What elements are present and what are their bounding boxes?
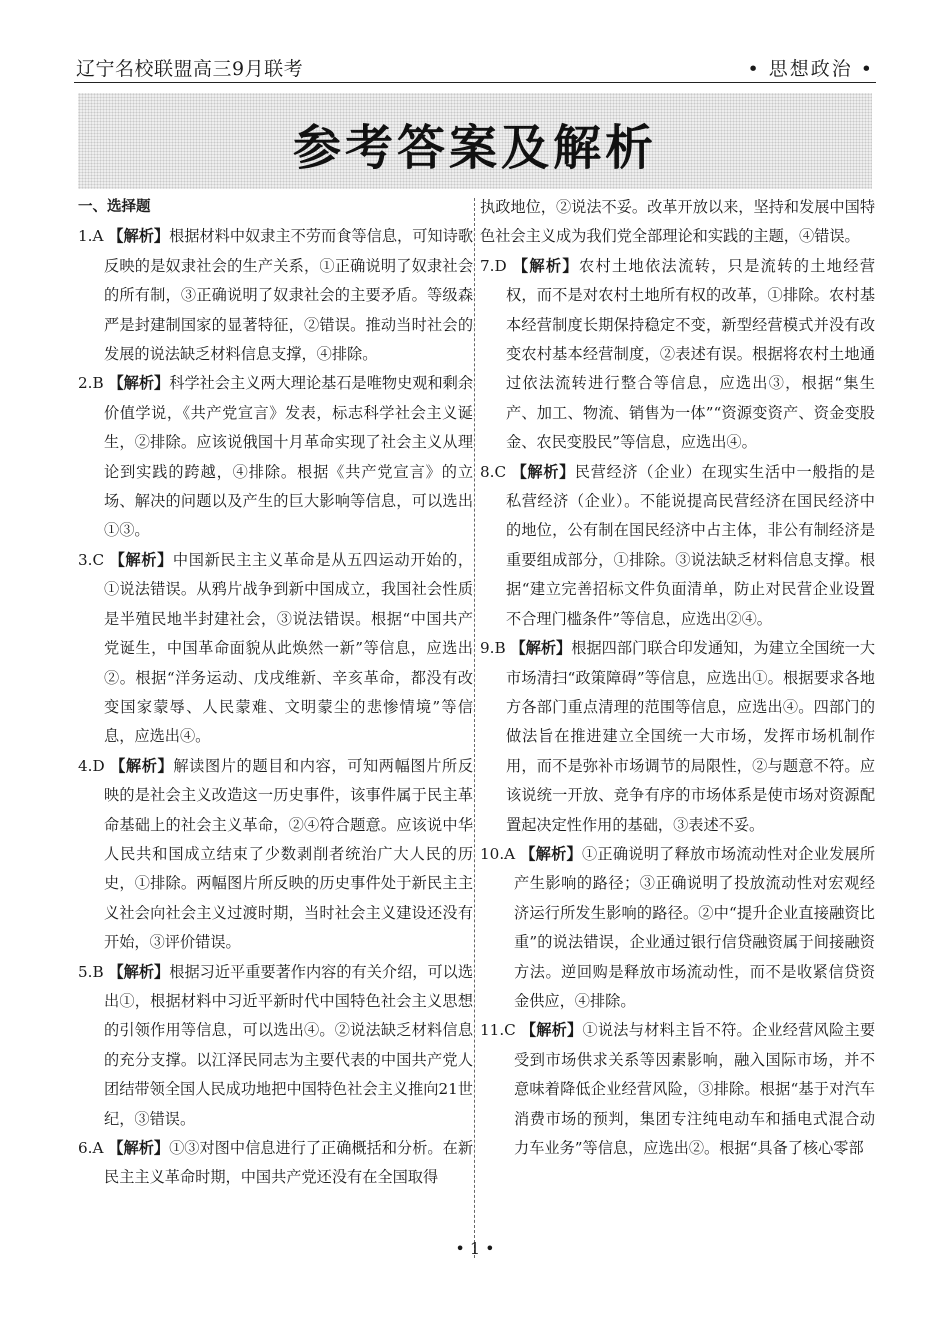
page-header <box>74 50 876 83</box>
answer-number: 1.A <box>78 227 109 246</box>
answer-number: 7.D <box>480 256 513 275</box>
analysis-text: ①说法与材料主旨不符。企业经营风险主要受到市场供求关系等因素影响，融入国际市场，并不意味着降低企业经营风险，③排除。根据“基于对汽车消费市场的预判，集团专注纯电动车和插电式混合动力车业务”等信息，应选出②。根据“具备了核心零部 <box>514 1021 876 1157</box>
analysis-tag: 【解析】 <box>520 844 582 863</box>
analysis-text: 根据材料中奴隶主不劳而食等信息，可知诗歌反映的是奴隶社会的生产关系，①正确说明了奴隶社会的所有制，③正确说明了奴隶社会的主要矛盾。等级森严是封建制国家的显著特征，②错误。推动当时社会的发展的说法缺乏材料信息支撑，④排除。 <box>104 227 474 364</box>
left-items <box>78 222 473 1192</box>
analysis-tag: 【解析】 <box>108 374 170 393</box>
analysis-text: 中国新民主主义革命是从五四运动开始的，①说法错误。从鸦片战争到新中国成立，我国社会性质是半殖民地半封建社会，③说法错误。根据“中国共产党诞生，中国革命面貌从此焕然一新”等信息，应选出②。根据“洋务运动、戊戌维新、辛亥革命，都没有改变国家蒙辱、人民蒙难、文明蒙尘的悲惨情境”等信息，应选出④。 <box>104 550 473 746</box>
analysis-text: 根据习近平重要著作内容的有关介绍，可以选出①，根据材料中习近平新时代中国特色社会主义思想的引领作用等信息，可以选出④。②说法缺乏材料信息的充分支撑。以江泽民同志为主要代表的中国共产党人团结带领全国人民成功地把中国特色社会主义推向21世纪，③错误。 <box>104 962 474 1128</box>
analysis-tag: 【解析】 <box>108 227 170 246</box>
analysis-tag: 【解析】 <box>520 1021 583 1040</box>
answer-number: 4.D <box>78 756 111 775</box>
analysis-tag: 【解析】 <box>108 962 170 981</box>
answer-item <box>480 1016 875 1163</box>
answer-item <box>78 369 473 545</box>
analysis-tag: 【解析】 <box>512 256 579 275</box>
continued-text: 执政地位，②说法不妥。改革开放以来，坚持和发展中国特色社会主义成为我们党全部理论和实践的主题，④错误。 <box>480 198 875 246</box>
answer-item <box>78 1134 473 1193</box>
answer-number: 10.A <box>480 844 521 863</box>
answer-number: 2.B <box>78 374 109 393</box>
analysis-tag: 【解析】 <box>110 756 174 775</box>
left-column <box>78 193 473 1193</box>
section-title: 一、选择题 <box>78 199 151 215</box>
right-items <box>480 252 875 1164</box>
answer-item <box>78 752 473 958</box>
analysis-text: 根据四部门联合印发通知，为建立全国统一大市场清扫“政策障碍”等信息，应选出①。根据要求各地方各部门重点清理的范围等信息，应选出④。四部门的做法旨在推进建立全国统一大市场，发挥市场机制作用，而不是弥补市场调节的局限性，②与题意不符。应该说统一开放、竞争有序的市场体系是使市场对资源配置起决定性作用的基础，③表述不妥。 <box>506 639 876 834</box>
answer-item <box>78 546 473 752</box>
answer-number: 8.C <box>480 462 512 481</box>
analysis-text: 解读图片的题目和内容，可知两幅图片所反映的是社会主义改造这一历史事件，该事件属于民主革命基础上的社会主义革命，②④符合题意。应该说中华人民共和国成立结束了少数剥削者统治广大人民的历史，①排除。两幅图片所反映的历史事件处于新民主主义社会向社会主义过渡时期，当时社会主义建设还没有开始，③评价错误。 <box>104 756 474 952</box>
subject-label: • 思想政治 • <box>747 58 874 80</box>
answer-item <box>480 634 875 840</box>
answer-item <box>78 958 473 1134</box>
analysis-text: 农村土地依法流转，只是流转的土地经营权，而不是对农村土地所有权的改革，①排除。农村基本经营制度长期保持稳定不变，新型经营模式并没有改变农村基本经营制度，②表述有误。根据将农村土地通过依法流转进行整合等信息，应选出③，根据“集生产、加工、物流、销售为一体”“资源变资产、资金变股金、农民变股民”等信息，应选出④。 <box>506 256 876 452</box>
analysis-text: ①正确说明了释放市场流动性对企业发展所产生影响的路径；③正确说明了投放流动性对宏观经济运行所发生影响的路径。②中“提升企业直接融资比重”的说法错误，企业通过银行信贷融资属于间接融资方法。逆回购是释放市场流动性，而不是收紧信贷资金供应，④排除。 <box>514 844 876 1010</box>
analysis-text: 科学社会主义两大理论基石是唯物史观和剩余价值学说，《共产党宣言》发表，标志科学社会主义诞生，②排除。应该说俄国十月革命实现了社会主义从理论到实践的跨越，④排除。根据《共产党宣言》的立场、解决的问题以及产生的巨大影响等信息，可以选出①③。 <box>104 374 474 540</box>
answer-item <box>480 458 875 634</box>
analysis-tag: 【解析】 <box>108 1139 170 1157</box>
answer-item <box>78 222 473 369</box>
right-column <box>480 193 875 1163</box>
analysis-tag: 【解析】 <box>511 462 575 481</box>
answer-item <box>480 252 875 458</box>
answer-number: 3.C <box>78 550 110 569</box>
answer-item <box>480 840 875 1016</box>
analysis-tag: 【解析】 <box>109 550 173 569</box>
page-title: 参考答案及解析 <box>292 120 657 176</box>
column-divider <box>474 198 475 1258</box>
answer-number: 11.C <box>480 1021 521 1040</box>
answer-number: 6.A <box>78 1139 109 1157</box>
analysis-text: ①③对图中信息进行了正确概括和分析。在新民主主义革命时期，中国共产党还没有在全国取得 <box>104 1139 474 1187</box>
answer-number: 9.B <box>480 639 511 658</box>
exam-name: 辽宁名校联盟高三9月联考 <box>76 58 304 80</box>
analysis-text: 民营经济（企业）在现实生活中一般指的是私营经济（企业）。不能说提高民营经济在国民经济中的地位，公有制在国民经济中占主体，非公有制经济是重要组成部分，①排除。③说法缺乏材料信息支撑。根据“建立完善招标文件负面清单，防止对民营企业设置不合理门槛条件”等信息，应选出②④。 <box>506 462 875 628</box>
answer-number: 5.B <box>78 962 109 981</box>
page-number: • 1 • <box>455 1239 495 1258</box>
title-banner <box>78 93 872 189</box>
analysis-tag: 【解析】 <box>510 639 572 658</box>
